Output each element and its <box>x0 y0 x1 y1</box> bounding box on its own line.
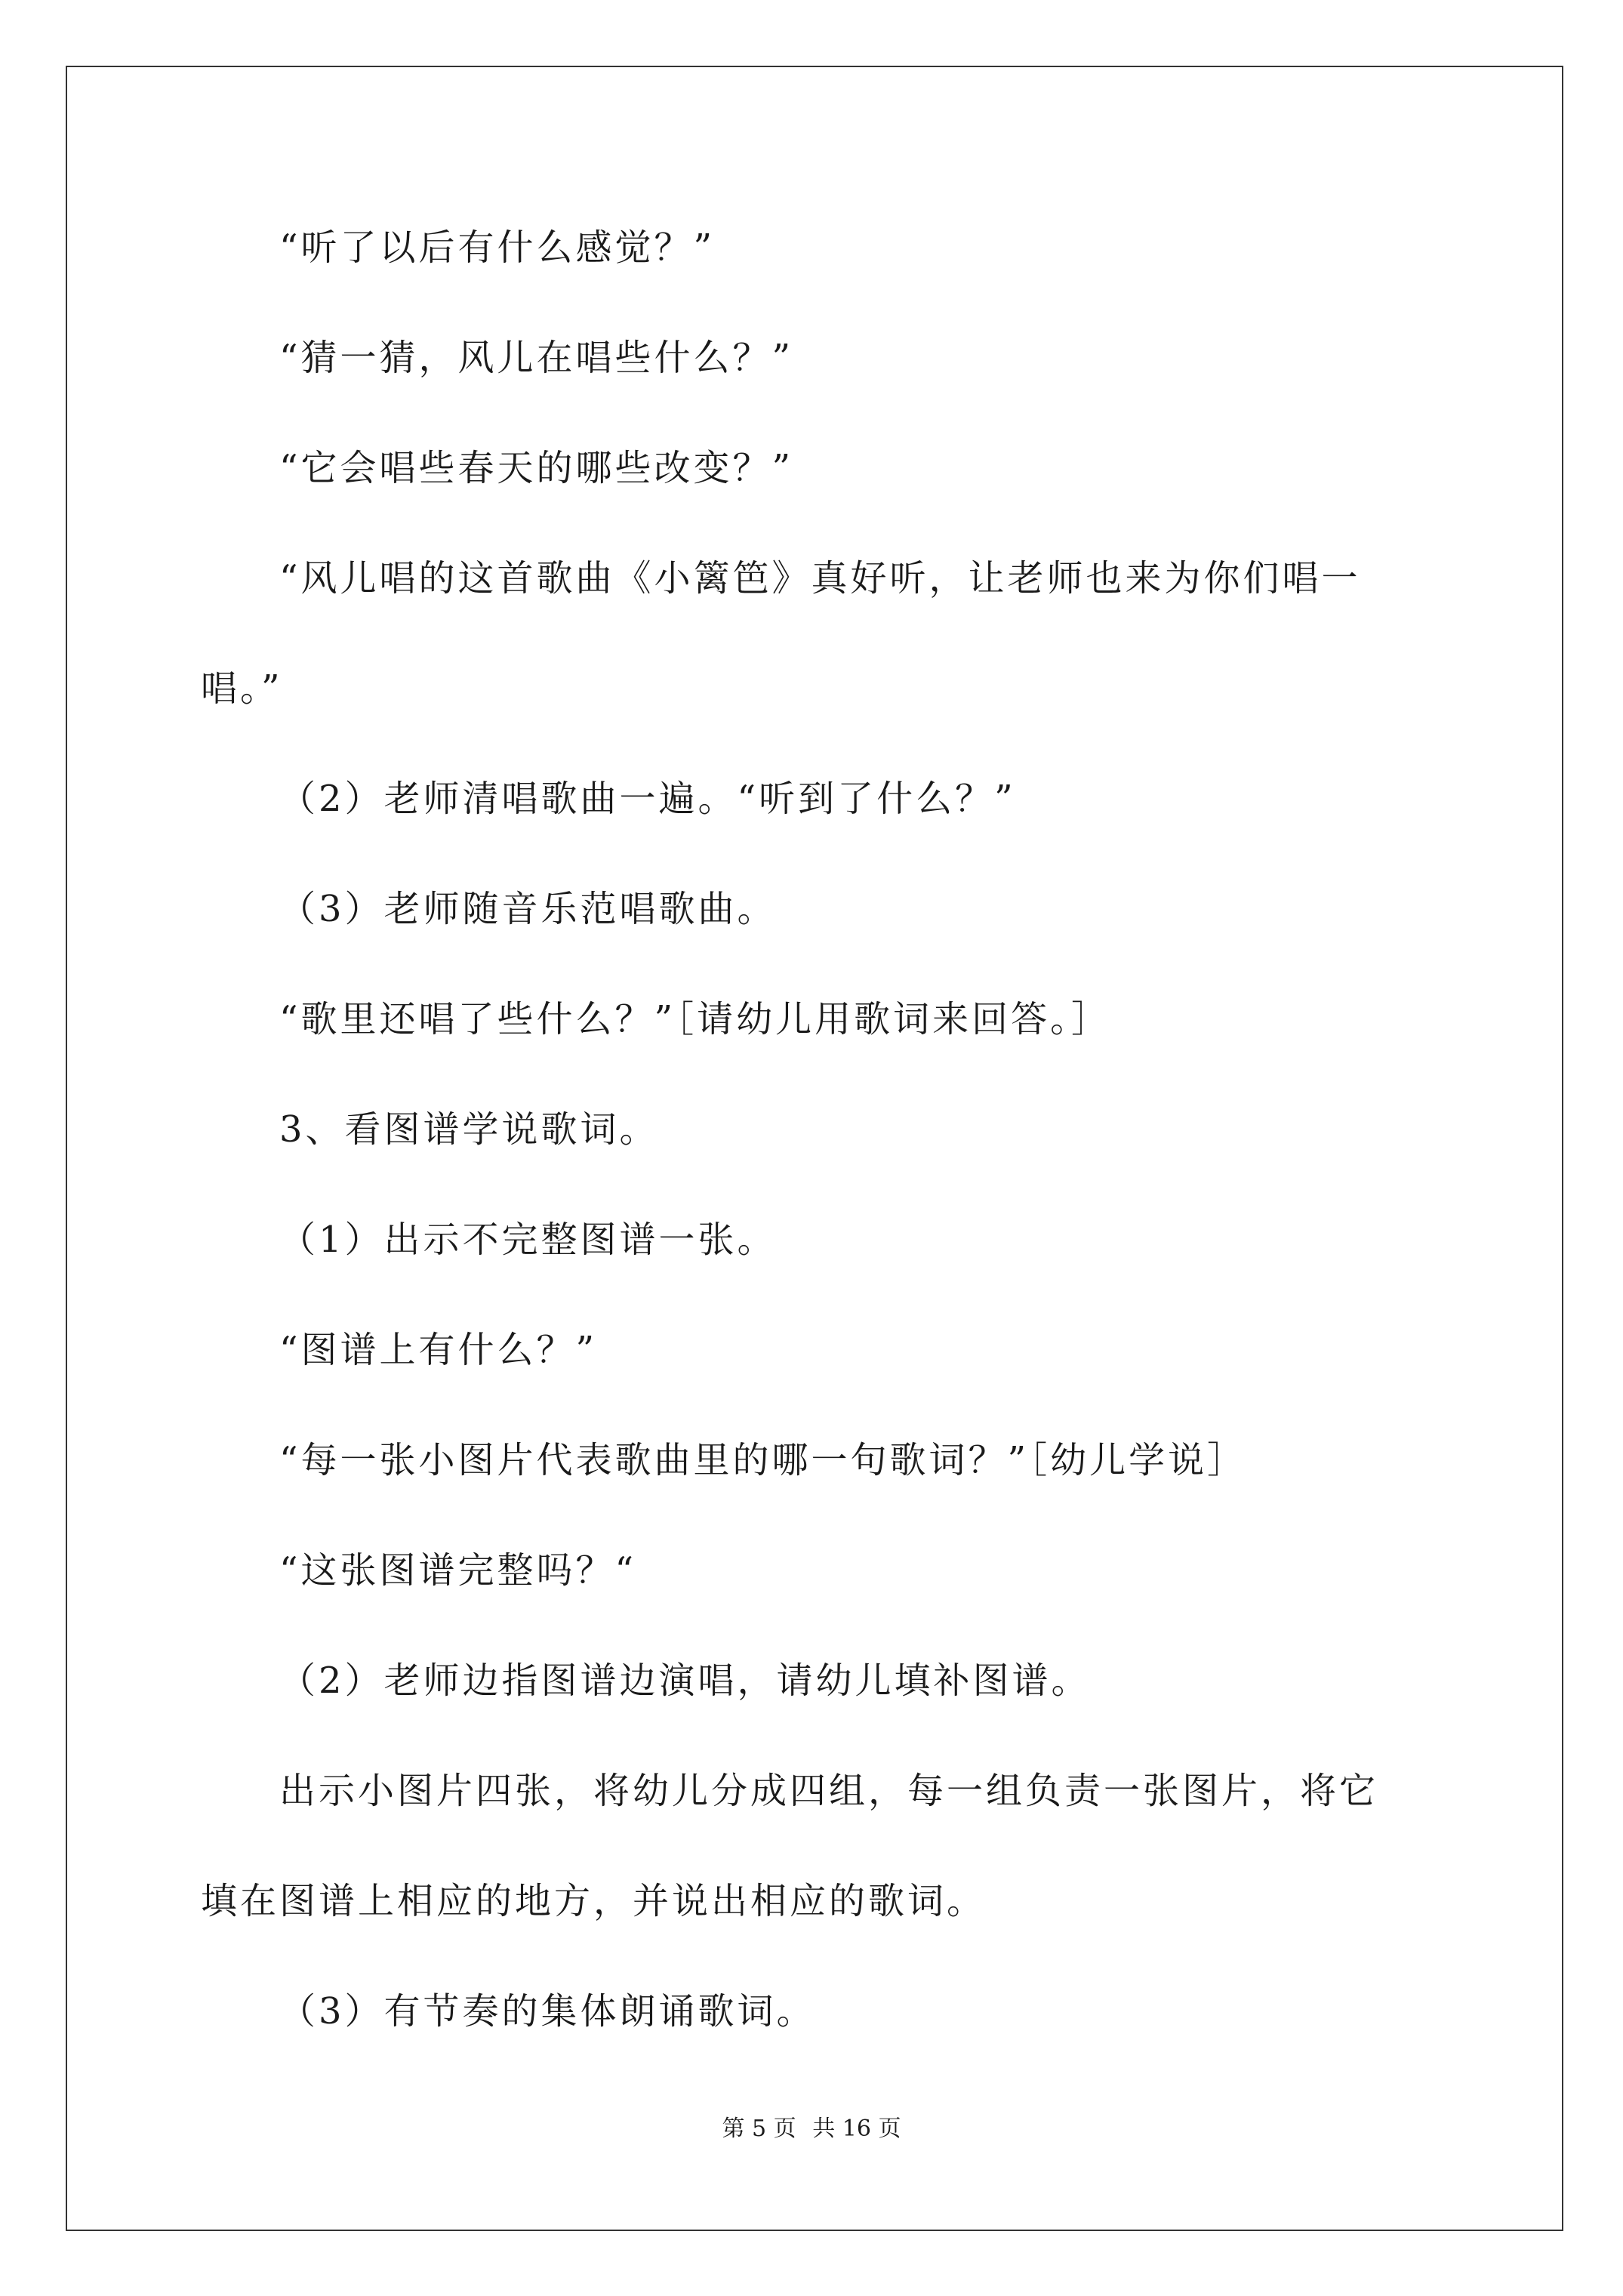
page-total: 共 16 页 <box>812 2116 901 2142</box>
section-heading: 3、看图谱学说歌词。 <box>279 1108 659 1151</box>
paragraph-line: （1）出示不完整图谱一张。 <box>279 1219 777 1261</box>
paragraph-line: 唱。” <box>201 667 283 710</box>
page-number: 第 5 页 <box>722 2116 796 2142</box>
paragraph-line: “它会唱些春天的哪些改变？” <box>279 447 794 489</box>
paragraph-line: 填在图谱上相应的地方，并说出相应的歌词。 <box>201 1880 987 1922</box>
page-footer <box>0 2116 1623 2143</box>
paragraph-line: （2）老师边指图谱边演唱，请幼儿填补图谱。 <box>279 1660 1091 1702</box>
paragraph-line: “风儿唱的这首歌曲《小篱笆》真好听，让老师也来为你们唱一 <box>279 557 1361 599</box>
paragraph-line: “每一张小图片代表歌曲里的哪一句歌词？”［幼儿学说］ <box>279 1439 1247 1481</box>
paragraph-line: “歌里还唱了些什么？”［请幼儿用歌词来回答。］ <box>279 998 1111 1040</box>
paragraph-line: （3）有节奏的集体朗诵歌词。 <box>279 1990 816 2032</box>
paragraph-line: “听了以后有什么感觉？” <box>279 227 716 269</box>
paragraph-line: （2）老师清唱歌曲一遍。“听到了什么？” <box>279 778 1016 820</box>
paragraph-line: 出示小图片四张，将幼儿分成四组，每一组负责一张图片，将它 <box>279 1770 1379 1812</box>
paragraph-line: （3）老师随音乐范唱歌曲。 <box>279 888 777 930</box>
paragraph-line: “猜一猜，风儿在唱些什么？” <box>279 337 794 379</box>
paragraph-line: “这张图谱完整吗？“ <box>279 1549 637 1592</box>
paragraph-line: “图谱上有什么？” <box>279 1329 598 1371</box>
